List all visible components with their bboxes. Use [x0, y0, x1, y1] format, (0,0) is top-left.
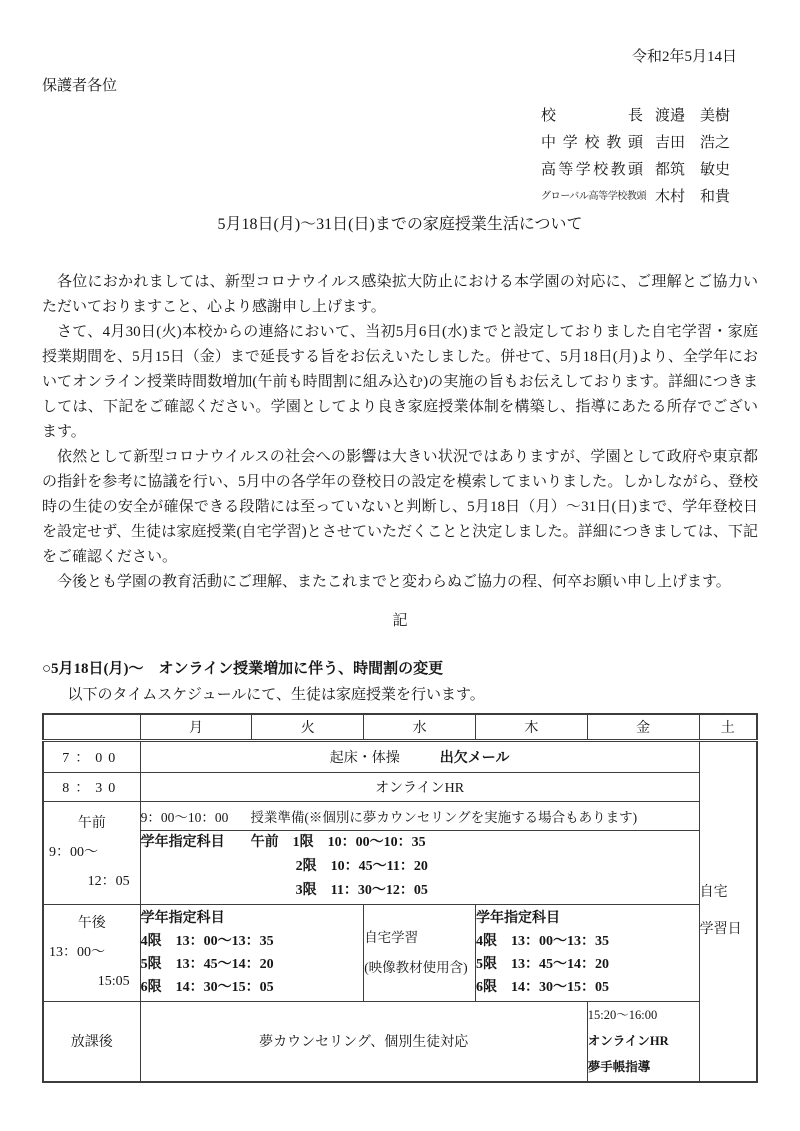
signature-principal [42, 106, 737, 126]
saturday-homestudy-line2: 学習日 [699, 922, 742, 938]
ki-marker: 記 [392, 613, 408, 629]
header-wednesday: 水 [364, 714, 476, 740]
section-heading: ○5月18日(月)～ オンライン授業増加に伴う、時間割の変更 [42, 661, 444, 677]
signature-title: 中学校教頭 [541, 135, 643, 151]
afternoon-subject-label: 学年指定科目 [140, 910, 225, 926]
afternoon-period6: 6限 14：30～15：05 [140, 979, 274, 995]
time-8-30: 8：30 [43, 772, 140, 801]
afternoon-period6: 6限 14：30～15：05 [475, 979, 609, 995]
afternoon-time-label [43, 904, 140, 1001]
recipient-line: 保護者各位 [42, 78, 118, 94]
friday-after-school-cell [587, 1001, 699, 1082]
signature-global-hs-vice-principal [42, 187, 737, 207]
morning-period2: 2限 10：45～11：20 [295, 859, 428, 874]
row-wakeup [43, 740, 757, 772]
prep-note: 授業準備(※個別に夢カウンセリングを実施する場合もあります) [250, 809, 638, 825]
afternoon-start-time: 13：00～ [49, 945, 105, 960]
time-7-00: 7：00 [43, 740, 140, 772]
header-empty-cell [43, 714, 140, 740]
afternoon-periods-mon-tue [140, 904, 364, 1001]
row-morning-prep [43, 801, 757, 830]
after-school-counseling-cell: 夢カウンセリング、個別生徒対応 [140, 1001, 587, 1082]
header-friday: 金 [587, 714, 699, 740]
signature-jhs-vice-principal [42, 133, 737, 153]
afternoon-subject-label: 学年指定科目 [475, 910, 560, 926]
attendance-mail-text: 出欠メール [439, 750, 510, 766]
signature-name: 都筑 敏史 [655, 162, 731, 178]
wednesday-homestudy-cell [364, 904, 476, 1001]
morning-end-time: 12：05 [87, 874, 130, 889]
morning-periods-cell [140, 830, 699, 904]
signature-name: 木村 和貴 [655, 189, 731, 205]
saturday-homestudy-line1: 自宅 [699, 885, 728, 901]
weekly-timetable [42, 713, 758, 1083]
morning-subject-label: 学年指定科目 [140, 835, 225, 850]
signature-name: 吉田 浩之 [655, 135, 731, 151]
header-row [43, 714, 757, 740]
paragraph-decision: 依然として新型コロナウイルスの社会への影響は大きい状況ではありますが、学園として政府や東京都の指針を参考に協議を行い、5月中の各学年の登校日の設定を模索してまいりました。しかしながら、登校時の生徒の安全が確保できる段階には至っていないと判断し、5月18日（月）～31日(日)まで、学年登校日を設定せず、生徒は家庭授業(自宅学習)とさせていただくことと決定しました。詳細につきましては、下記をご確認ください。 [42, 449, 758, 565]
signature-name: 渡邉 美樹 [655, 108, 731, 124]
header-saturday: 土 [699, 714, 757, 740]
friday-hr-time: 15:20～16:00 [587, 1008, 658, 1023]
signature-title: グローバル高等学校教頭 [541, 191, 647, 202]
document-title: 5月18日(月)～31日(日)までの家庭授業生活について [217, 216, 583, 233]
morning-period3-line [141, 879, 699, 903]
signature-hs-vice-principal [42, 160, 737, 180]
wakeup-text: 起床・体操 [329, 750, 400, 766]
body-text [42, 270, 758, 595]
row-online-hr [43, 772, 757, 801]
paragraph-extension-notice: さて、4月30日(火)本校からの連絡において、当初5月6日(水)までと設定しておりました自宅学習・家庭授業期間を、5月15日（金）まで延長する旨をお伝えいたしました。併せて、5月18日(月)より、全学年においてオンライン授業時間数増加(午前も時間割に組み込む)の実施の旨もお伝えしております。詳細につきましては、下記をご確認ください。学園としてより良き家庭授業体制を構築し、指導にあたる所存でございます。 [42, 324, 758, 440]
row-morning-periods [43, 830, 757, 904]
friday-online-hr: オンラインHR [587, 1034, 669, 1049]
signature-title: 校長 [541, 108, 643, 124]
paragraph-greeting: 各位におかれましては、新型コロナウイルス感染拡大防止における本学園の対応に、ご理解とご協力いただいておりますこと、心より感謝申し上げます。 [42, 274, 758, 315]
morning-time-label [43, 801, 140, 904]
homestudy-line2: (映像教材使用含) [364, 959, 468, 975]
prep-time: 9：00～10：00 [140, 809, 229, 825]
homestudy-line1: 自宅学習 [364, 929, 419, 945]
morning-period1: 午前 1限 10：00～10：35 [250, 835, 426, 850]
document-date: 令和2年5月14日 [631, 49, 737, 65]
class-prep-cell [140, 801, 699, 830]
section-subtext: 以下のタイムスケジュールにて、生徒は家庭授業を行います。 [67, 687, 485, 703]
afternoon-period4: 4限 13：00～13：35 [140, 933, 274, 949]
after-school-label: 放課後 [43, 1001, 140, 1082]
morning-label: 午前 [77, 816, 106, 831]
morning-start-time: 9：00～ [49, 845, 98, 860]
afternoon-period5: 5限 13：45～14：20 [475, 956, 609, 972]
afternoon-end-time: 15:05 [97, 974, 130, 989]
header-thursday: 木 [475, 714, 587, 740]
friday-dream-notebook: 夢手帳指導 [587, 1060, 651, 1075]
header-tuesday: 火 [252, 714, 364, 740]
morning-period1-line [141, 831, 699, 855]
wakeup-cell [140, 740, 699, 772]
row-afternoon [43, 904, 757, 1001]
afternoon-periods-thu-fri [475, 904, 699, 1001]
afternoon-period5: 5限 13：45～14：20 [140, 956, 274, 972]
afternoon-label: 午後 [77, 916, 106, 931]
row-after-school [43, 1001, 757, 1082]
online-hr-cell: オンラインHR [140, 772, 699, 801]
signature-block [42, 106, 758, 207]
signature-title: 高等学校教頭 [541, 162, 643, 178]
morning-period3: 3限 11：30～12：05 [295, 883, 428, 898]
header-monday: 月 [140, 714, 252, 740]
paragraph-closing: 今後とも学園の教育活動にご理解、またこれまでと変わらぬご協力の程、何卒お願い申し上げます。 [57, 574, 731, 590]
morning-period2-line [141, 855, 699, 879]
afternoon-period4: 4限 13：00～13：35 [475, 933, 609, 949]
saturday-homestudy-cell [699, 740, 757, 1082]
